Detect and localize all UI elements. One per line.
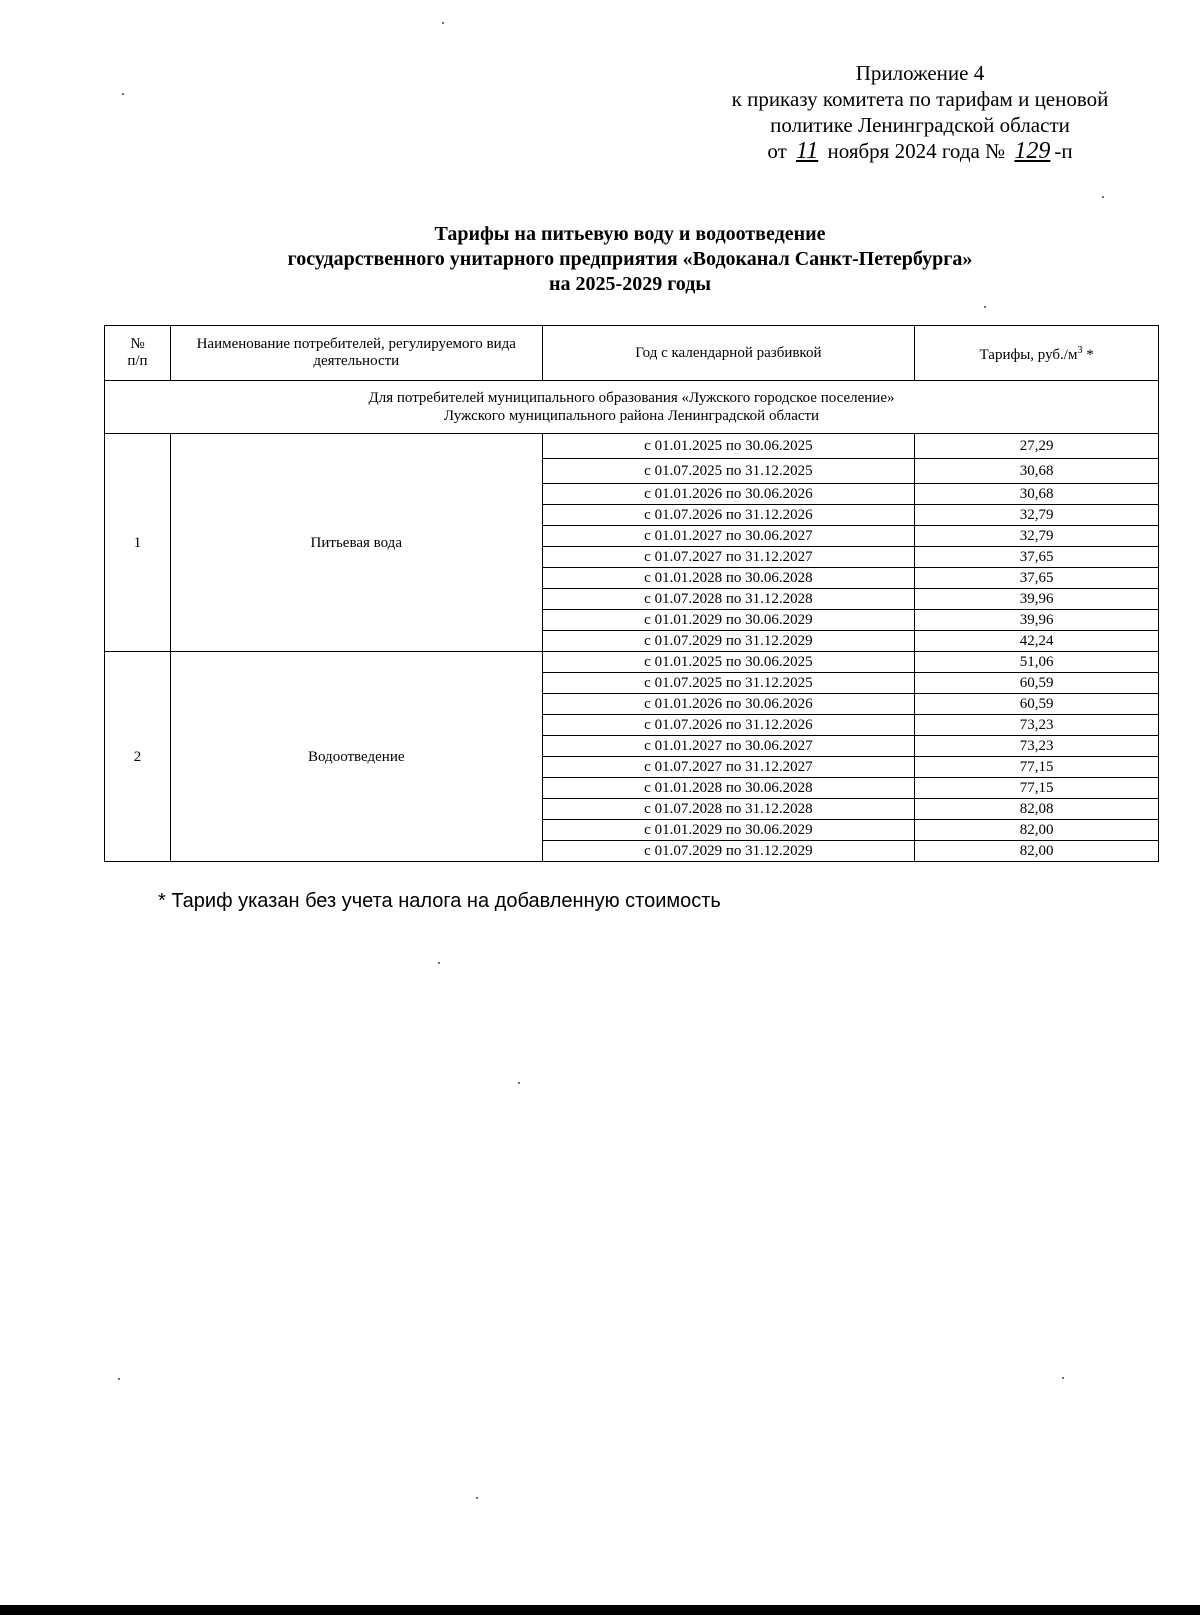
appendix-header	[690, 60, 1150, 164]
period-cell: с 01.01.2026 по 30.06.2026	[542, 484, 915, 505]
committee-line: политике Ленинградской области	[770, 113, 1070, 137]
tariff-cell: 82,00	[915, 820, 1159, 841]
period-cell: с 01.07.2025 по 31.12.2025	[542, 459, 915, 484]
table-row	[105, 434, 1159, 459]
title-line-1: Тарифы на питьевую воду и водоотведение	[434, 223, 826, 245]
header-tariff-superscript: 3	[1077, 345, 1083, 356]
scan-speck	[1062, 1377, 1064, 1379]
header-tariff-asterisk: *	[1086, 347, 1094, 363]
period-cell: с 01.07.2026 по 31.12.2026	[542, 505, 915, 526]
title-line-3: на 2025-2029 годы	[549, 273, 711, 295]
order-number-suffix: -п	[1054, 139, 1073, 163]
handwritten-day: 11	[796, 138, 819, 164]
header-consumer-name: Наименование потребителей, регулируемого вида деятельности	[170, 326, 542, 381]
section-name: Питьевая вода	[170, 434, 542, 652]
section-number: 2	[105, 652, 171, 862]
period-cell: с 01.07.2027 по 31.12.2027	[542, 547, 915, 568]
header-number-pp: п/п	[127, 353, 148, 369]
scan-speck	[984, 306, 986, 308]
tariff-cell: 30,68	[915, 459, 1159, 484]
order-reference-line: к приказу комитета по тарифам и ценовой	[731, 87, 1109, 111]
order-date-line	[690, 138, 1150, 164]
consumer-group-line-1: Для потребителей муниципального образования «Лужского городское поселение»	[368, 390, 895, 406]
period-cell: с 01.01.2027 по 30.06.2027	[542, 526, 915, 547]
tariff-cell: 73,23	[915, 715, 1159, 736]
tariff-cell: 27,29	[915, 434, 1159, 459]
tariff-cell: 32,79	[915, 526, 1159, 547]
period-cell: с 01.01.2028 по 30.06.2028	[542, 778, 915, 799]
header-number-sign: №	[130, 336, 145, 352]
title-line-2: государственного унитарного предприятия «Водоканал Санкт-Петербурга»	[287, 248, 973, 270]
header-period: Год с календарной разбивкой	[542, 326, 915, 381]
tariff-cell: 51,06	[915, 652, 1159, 673]
tariff-cell: 42,24	[915, 631, 1159, 652]
table-row	[105, 652, 1159, 673]
period-cell: с 01.01.2029 по 30.06.2029	[542, 820, 915, 841]
section-number: 1	[105, 434, 171, 652]
appendix-title: Приложение 4	[855, 61, 985, 85]
tariff-cell: 73,23	[915, 736, 1159, 757]
table-header-row	[105, 326, 1159, 381]
tariff-cell: 39,96	[915, 610, 1159, 631]
scan-speck	[118, 1378, 120, 1380]
scan-edge-bar	[0, 1605, 1200, 1615]
scan-speck	[442, 22, 444, 24]
tariff-cell: 37,65	[915, 547, 1159, 568]
period-cell: с 01.07.2028 по 31.12.2028	[542, 799, 915, 820]
period-cell: с 01.01.2027 по 30.06.2027	[542, 736, 915, 757]
tariff-cell: 60,59	[915, 694, 1159, 715]
handwritten-order-number: 129	[1014, 138, 1051, 164]
tariff-cell: 30,68	[915, 484, 1159, 505]
period-cell: с 01.01.2025 по 30.06.2025	[542, 652, 915, 673]
scan-speck	[1102, 196, 1104, 198]
tariff-cell: 60,59	[915, 673, 1159, 694]
date-prefix: от	[767, 139, 787, 163]
tariff-cell: 37,65	[915, 568, 1159, 589]
document-title	[100, 222, 1160, 297]
header-tariff-label: Тарифы, руб./м	[979, 347, 1078, 363]
period-cell: с 01.07.2029 по 31.12.2029	[542, 631, 915, 652]
footnote: * Тариф указан без учета налога на добавленную стоимость	[158, 890, 721, 912]
scan-speck	[518, 1082, 520, 1084]
tariff-cell: 82,00	[915, 841, 1159, 862]
tariff-cell: 39,96	[915, 589, 1159, 610]
header-tariff	[915, 326, 1159, 381]
consumer-group-cell	[105, 381, 1159, 434]
scan-speck	[438, 962, 440, 964]
consumer-group-line-2: Лужского муниципального района Ленинградской области	[443, 408, 820, 424]
scan-speck	[122, 93, 124, 95]
period-cell: с 01.07.2025 по 31.12.2025	[542, 673, 915, 694]
consumer-group-row	[105, 381, 1159, 434]
period-cell: с 01.07.2026 по 31.12.2026	[542, 715, 915, 736]
period-cell: с 01.07.2028 по 31.12.2028	[542, 589, 915, 610]
period-cell: с 01.07.2027 по 31.12.2027	[542, 757, 915, 778]
date-mid: ноября 2024 года №	[827, 139, 1006, 163]
period-cell: с 01.07.2029 по 31.12.2029	[542, 841, 915, 862]
tariff-cell: 82,08	[915, 799, 1159, 820]
tariff-cell: 77,15	[915, 757, 1159, 778]
scan-speck	[476, 1497, 478, 1499]
period-cell: с 01.01.2026 по 30.06.2026	[542, 694, 915, 715]
tariff-cell: 77,15	[915, 778, 1159, 799]
tariff-cell: 32,79	[915, 505, 1159, 526]
tariff-table	[104, 325, 1159, 862]
section-name: Водоотведение	[170, 652, 542, 862]
header-number	[105, 326, 171, 381]
period-cell: с 01.01.2028 по 30.06.2028	[542, 568, 915, 589]
period-cell: с 01.01.2025 по 30.06.2025	[542, 434, 915, 459]
period-cell: с 01.01.2029 по 30.06.2029	[542, 610, 915, 631]
